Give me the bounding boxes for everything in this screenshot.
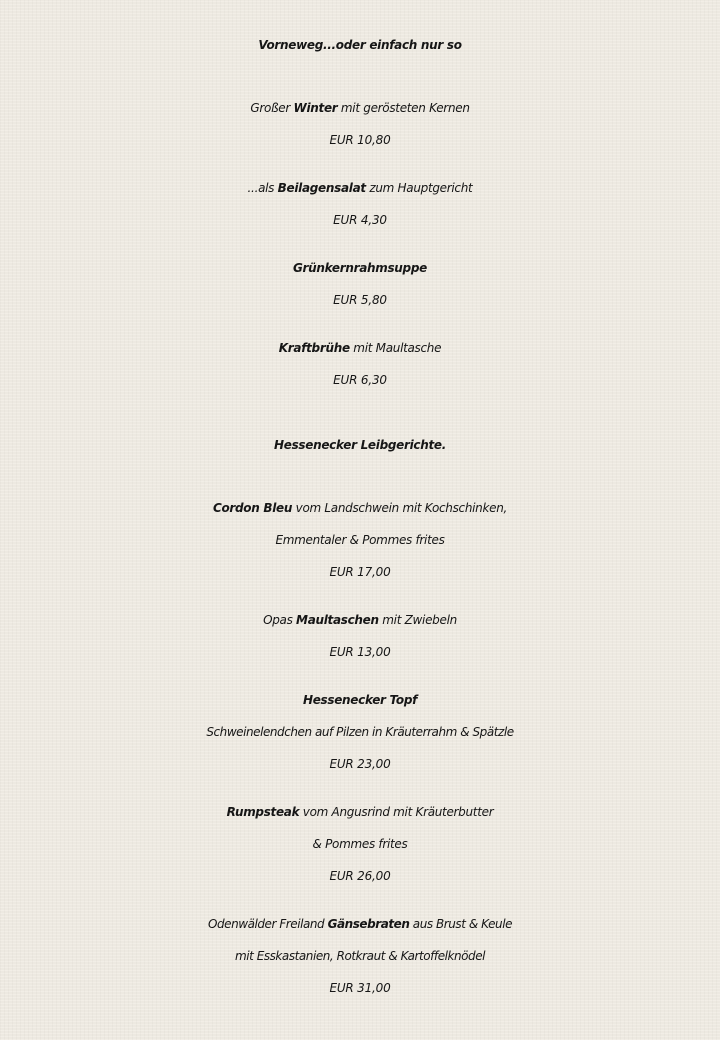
dish-name: Hessenecker Topf	[302, 693, 418, 707]
menu-item-description	[0, 492, 720, 524]
menu-item-price: EUR 23,00	[329, 757, 391, 771]
dish-name: Beilagensalat	[277, 181, 366, 195]
dish-name: Kraftbrühe	[278, 341, 350, 355]
menu-item-price: EUR 6,30	[333, 373, 387, 387]
menu-item-description	[0, 604, 720, 636]
menu-item-description	[0, 796, 720, 828]
item-suffix: aus Brust & Keule	[409, 917, 513, 931]
menu-item-description-line2: mit Esskastanien, Rotkraut & Kartoffelknödel	[234, 949, 486, 963]
menu-item-price: EUR 5,80	[333, 293, 387, 307]
dish-name: Maultaschen	[296, 613, 379, 627]
item-prefix: ...als	[247, 181, 278, 195]
dish-name: Winter	[293, 101, 338, 115]
menu-item-description	[0, 332, 720, 364]
menu-item-description-line2: Schweinelendchen auf Pilzen in Kräuterrahm & Spätzle	[206, 725, 514, 739]
menu-item-price: EUR 10,80	[329, 133, 391, 147]
item-prefix: Odenwälder Freiland	[207, 917, 328, 931]
item-suffix: mit Zwiebeln	[378, 613, 457, 627]
menu-item-price: EUR 4,30	[333, 213, 387, 227]
item-suffix: mit gerösteten Kernen	[337, 101, 470, 115]
menu-item-description	[0, 172, 720, 204]
item-suffix: vom Angusrind mit Kräuterbutter	[299, 805, 494, 819]
menu-item-description-line2: & Pommes frites	[312, 837, 408, 851]
menu-item-description	[0, 684, 720, 716]
menu-item-description	[0, 92, 720, 124]
section-heading: Hessenecker Leibgerichte.	[273, 438, 447, 452]
menu-item-description	[0, 908, 720, 940]
section-heading: Vorneweg...oder einfach nur so	[258, 38, 462, 52]
item-prefix: Großer	[250, 101, 294, 115]
menu-item-description-line2: Emmentaler & Pommes frites	[275, 533, 445, 547]
dish-name: Grünkernrahmsuppe	[293, 261, 427, 275]
menu-item-price: EUR 31,00	[329, 981, 391, 995]
menu-item-description	[0, 252, 720, 284]
item-suffix: mit Maultasche	[349, 341, 442, 355]
menu-item-price: EUR 17,00	[329, 565, 391, 579]
item-suffix: zum Hauptgericht	[365, 181, 473, 195]
dish-name: Gänsebraten	[327, 917, 410, 931]
item-prefix: Opas	[263, 613, 297, 627]
item-suffix: vom Landschwein mit Kochschinken,	[292, 501, 508, 515]
menu-item-price: EUR 13,00	[329, 645, 391, 659]
menu-item-price: EUR 26,00	[329, 869, 391, 883]
dish-name: Rumpsteak	[226, 805, 300, 819]
dish-name: Cordon Bleu	[212, 501, 293, 515]
